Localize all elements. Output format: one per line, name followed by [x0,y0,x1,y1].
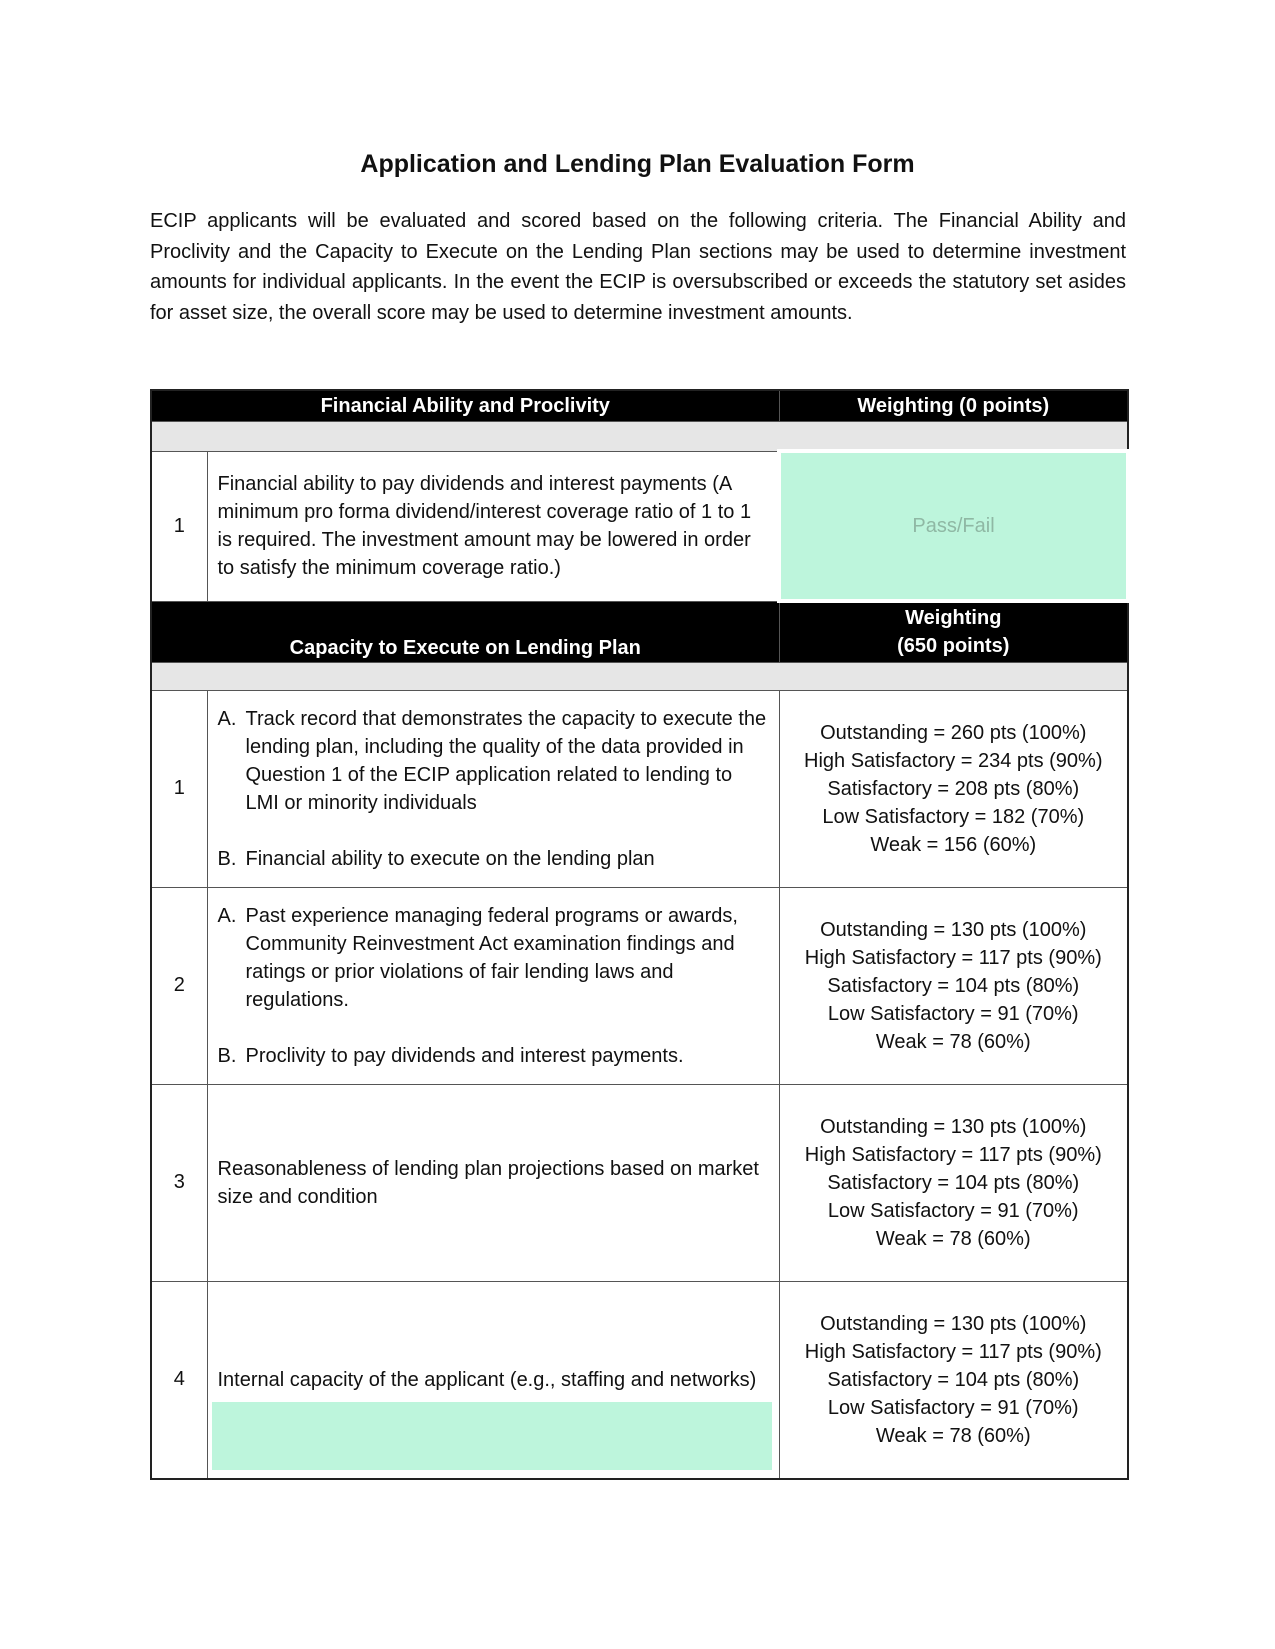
row-number: 1 [151,690,207,887]
page-title: Application and Lending Plan Evaluation Form [360,150,915,178]
scale-line: Satisfactory = 104 pts (80%) [827,974,1080,997]
intro-paragraph: ECIP applicants will be evaluated and scored based on the following criteria. The Financial Ability and Proclivity and the Capacity to Execute on the Lending Plan sections may be used to determine investment amounts for individual applicants. In the event the ECIP is oversubscribed or exceeds the statutory set asides for asset size, the overall score may be used to determine investment amounts. [150,210,1126,324]
scale-line: Weak = 78 (60%) [875,1227,1031,1250]
weighting-scale [779,887,1128,1084]
table-row [151,1084,1128,1281]
criterion-text [207,887,779,1084]
pass-fail-field[interactable]: Pass/Fail [779,451,1128,601]
item-text: Financial ability to execute on the lending plan [245,847,655,870]
criterion-text: Reasonableness of lending plan projections based on market size and condition [207,1084,779,1281]
scale-line: High Satisfactory = 117 pts (90%) [804,946,1102,969]
weighting-label: Weighting [905,607,1002,630]
criterion-item-b [218,845,769,873]
section2-header: Capacity to Execute on Lending Plan [151,601,779,662]
scale-line: Satisfactory = 104 pts (80%) [827,1368,1080,1391]
item-text: Track record that demonstrates the capacity to execute the lending plan, including the quality of the data provided in Question 1 of the ECIP application related to lending to LMI or minority individuals [245,707,767,814]
row-number: 4 [151,1281,207,1479]
scale-line: Satisfactory = 104 pts (80%) [827,1171,1080,1194]
section2-header-row [151,601,1128,662]
scale-line: High Satisfactory = 234 pts (90%) [804,749,1103,772]
item-marker: B. [217,847,237,870]
scale-line: High Satisfactory = 117 pts (90%) [804,1340,1102,1363]
table-row [151,887,1128,1084]
scale-line: Outstanding = 130 pts (100%) [820,1312,1087,1335]
table-row [151,690,1128,887]
scale-line: Weak = 78 (60%) [875,1424,1031,1447]
scale-line: Low Satisfactory = 91 (70%) [827,1199,1079,1222]
weighting-scale [779,690,1128,887]
row-number: 3 [151,1084,207,1281]
scale-line: Weak = 78 (60%) [875,1030,1031,1053]
evaluation-table [150,389,1130,1480]
row-number: 1 [151,451,207,601]
section1-header: Financial Ability and Proclivity [151,390,779,422]
scale-line: Low Satisfactory = 182 (70%) [822,805,1085,828]
weighting-scale [779,1281,1128,1479]
scale-line: Outstanding = 260 pts (100%) [820,721,1087,744]
scale-line: Outstanding = 130 pts (100%) [820,918,1087,941]
input-field-highlight[interactable] [212,1402,772,1470]
row-number: 2 [151,887,207,1084]
spacer-row [151,422,1128,452]
criterion-text: Internal capacity of the applicant (e.g., staffing and networks) [207,1281,779,1479]
scale-line: Weak = 156 (60%) [870,833,1037,856]
criterion-item-a [218,705,769,817]
criterion-item-b [218,1042,769,1070]
scale-line: Low Satisfactory = 91 (70%) [827,1396,1079,1419]
item-text: Proclivity to pay dividends and interest payments. [245,1044,684,1067]
spacer-row [151,662,1128,690]
section1-weighting: Weighting (0 points) [779,390,1128,422]
item-marker: A. [217,904,237,927]
scale-line: Outstanding = 130 pts (100%) [820,1115,1087,1138]
scale-line: Satisfactory = 208 pts (80%) [827,777,1080,800]
criterion-item-a [218,902,769,1014]
weighting-points: (650 points) [897,635,1010,658]
criterion-text: Financial ability to pay dividends and interest payments (A minimum pro forma dividend/interest coverage ratio of 1 to 1 is required. The investment amount may be lowered in order to satisfy the minimum coverage ratio.) [207,451,779,601]
scale-line: High Satisfactory = 117 pts (90%) [804,1143,1102,1166]
scale-line: Low Satisfactory = 91 (70%) [827,1002,1079,1025]
weighting-scale [779,1084,1128,1281]
item-text: Past experience managing federal programs or awards, Community Reinvestment Act examination findings and ratings or prior violations of fair lending laws and regulations. [245,904,738,1011]
section2-weighting [779,601,1128,662]
item-marker: B. [217,1044,237,1067]
section1-header-row [151,390,1128,422]
table-row [151,451,1128,601]
criterion-text [207,690,779,887]
item-marker: A. [217,707,237,730]
